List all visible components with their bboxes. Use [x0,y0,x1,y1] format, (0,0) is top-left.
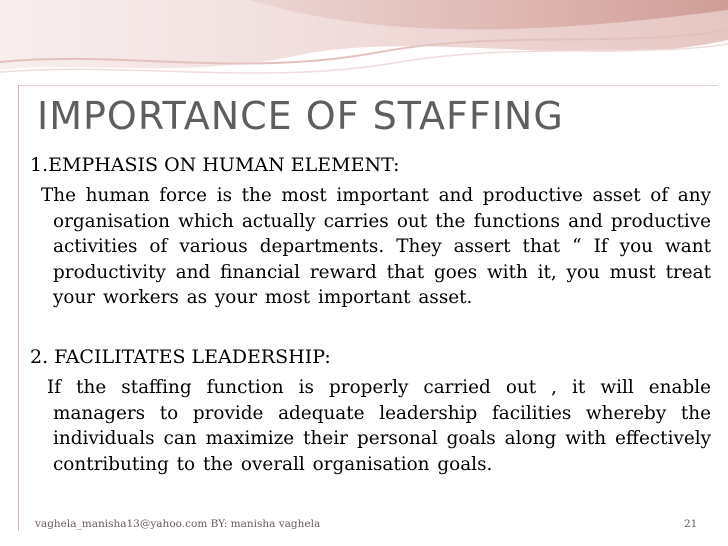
footer-author: vaghela_manisha13@yahoo.com BY: manisha vaghela [35,518,321,530]
slide-title: IMPORTANCE OF STAFFING [37,94,564,138]
point-1-text: The human force is the most important and productive asset of any organisation which actually carries out the functions and productive activities of various departments. They assert that “ If you want productivity and financial reward that goes with it, you must treat your workers as your most important asset. [41,185,711,309]
point-2-heading: 2. FACILITATES LEADERSHIP: [30,346,331,368]
decorative-top-band [0,0,728,90]
page-number: 21 [684,518,698,530]
left-divider [18,85,19,531]
point-2-text: If the staffing function is properly carried out , it will enable managers to provide adequate leadership facilities whereby the individuals can maximize their personal goals along with effectively contributing to the overall organisation goals. [47,377,711,475]
top-divider [18,85,718,86]
point-1-heading: 1.EMPHASIS ON HUMAN ELEMENT: [30,154,400,176]
